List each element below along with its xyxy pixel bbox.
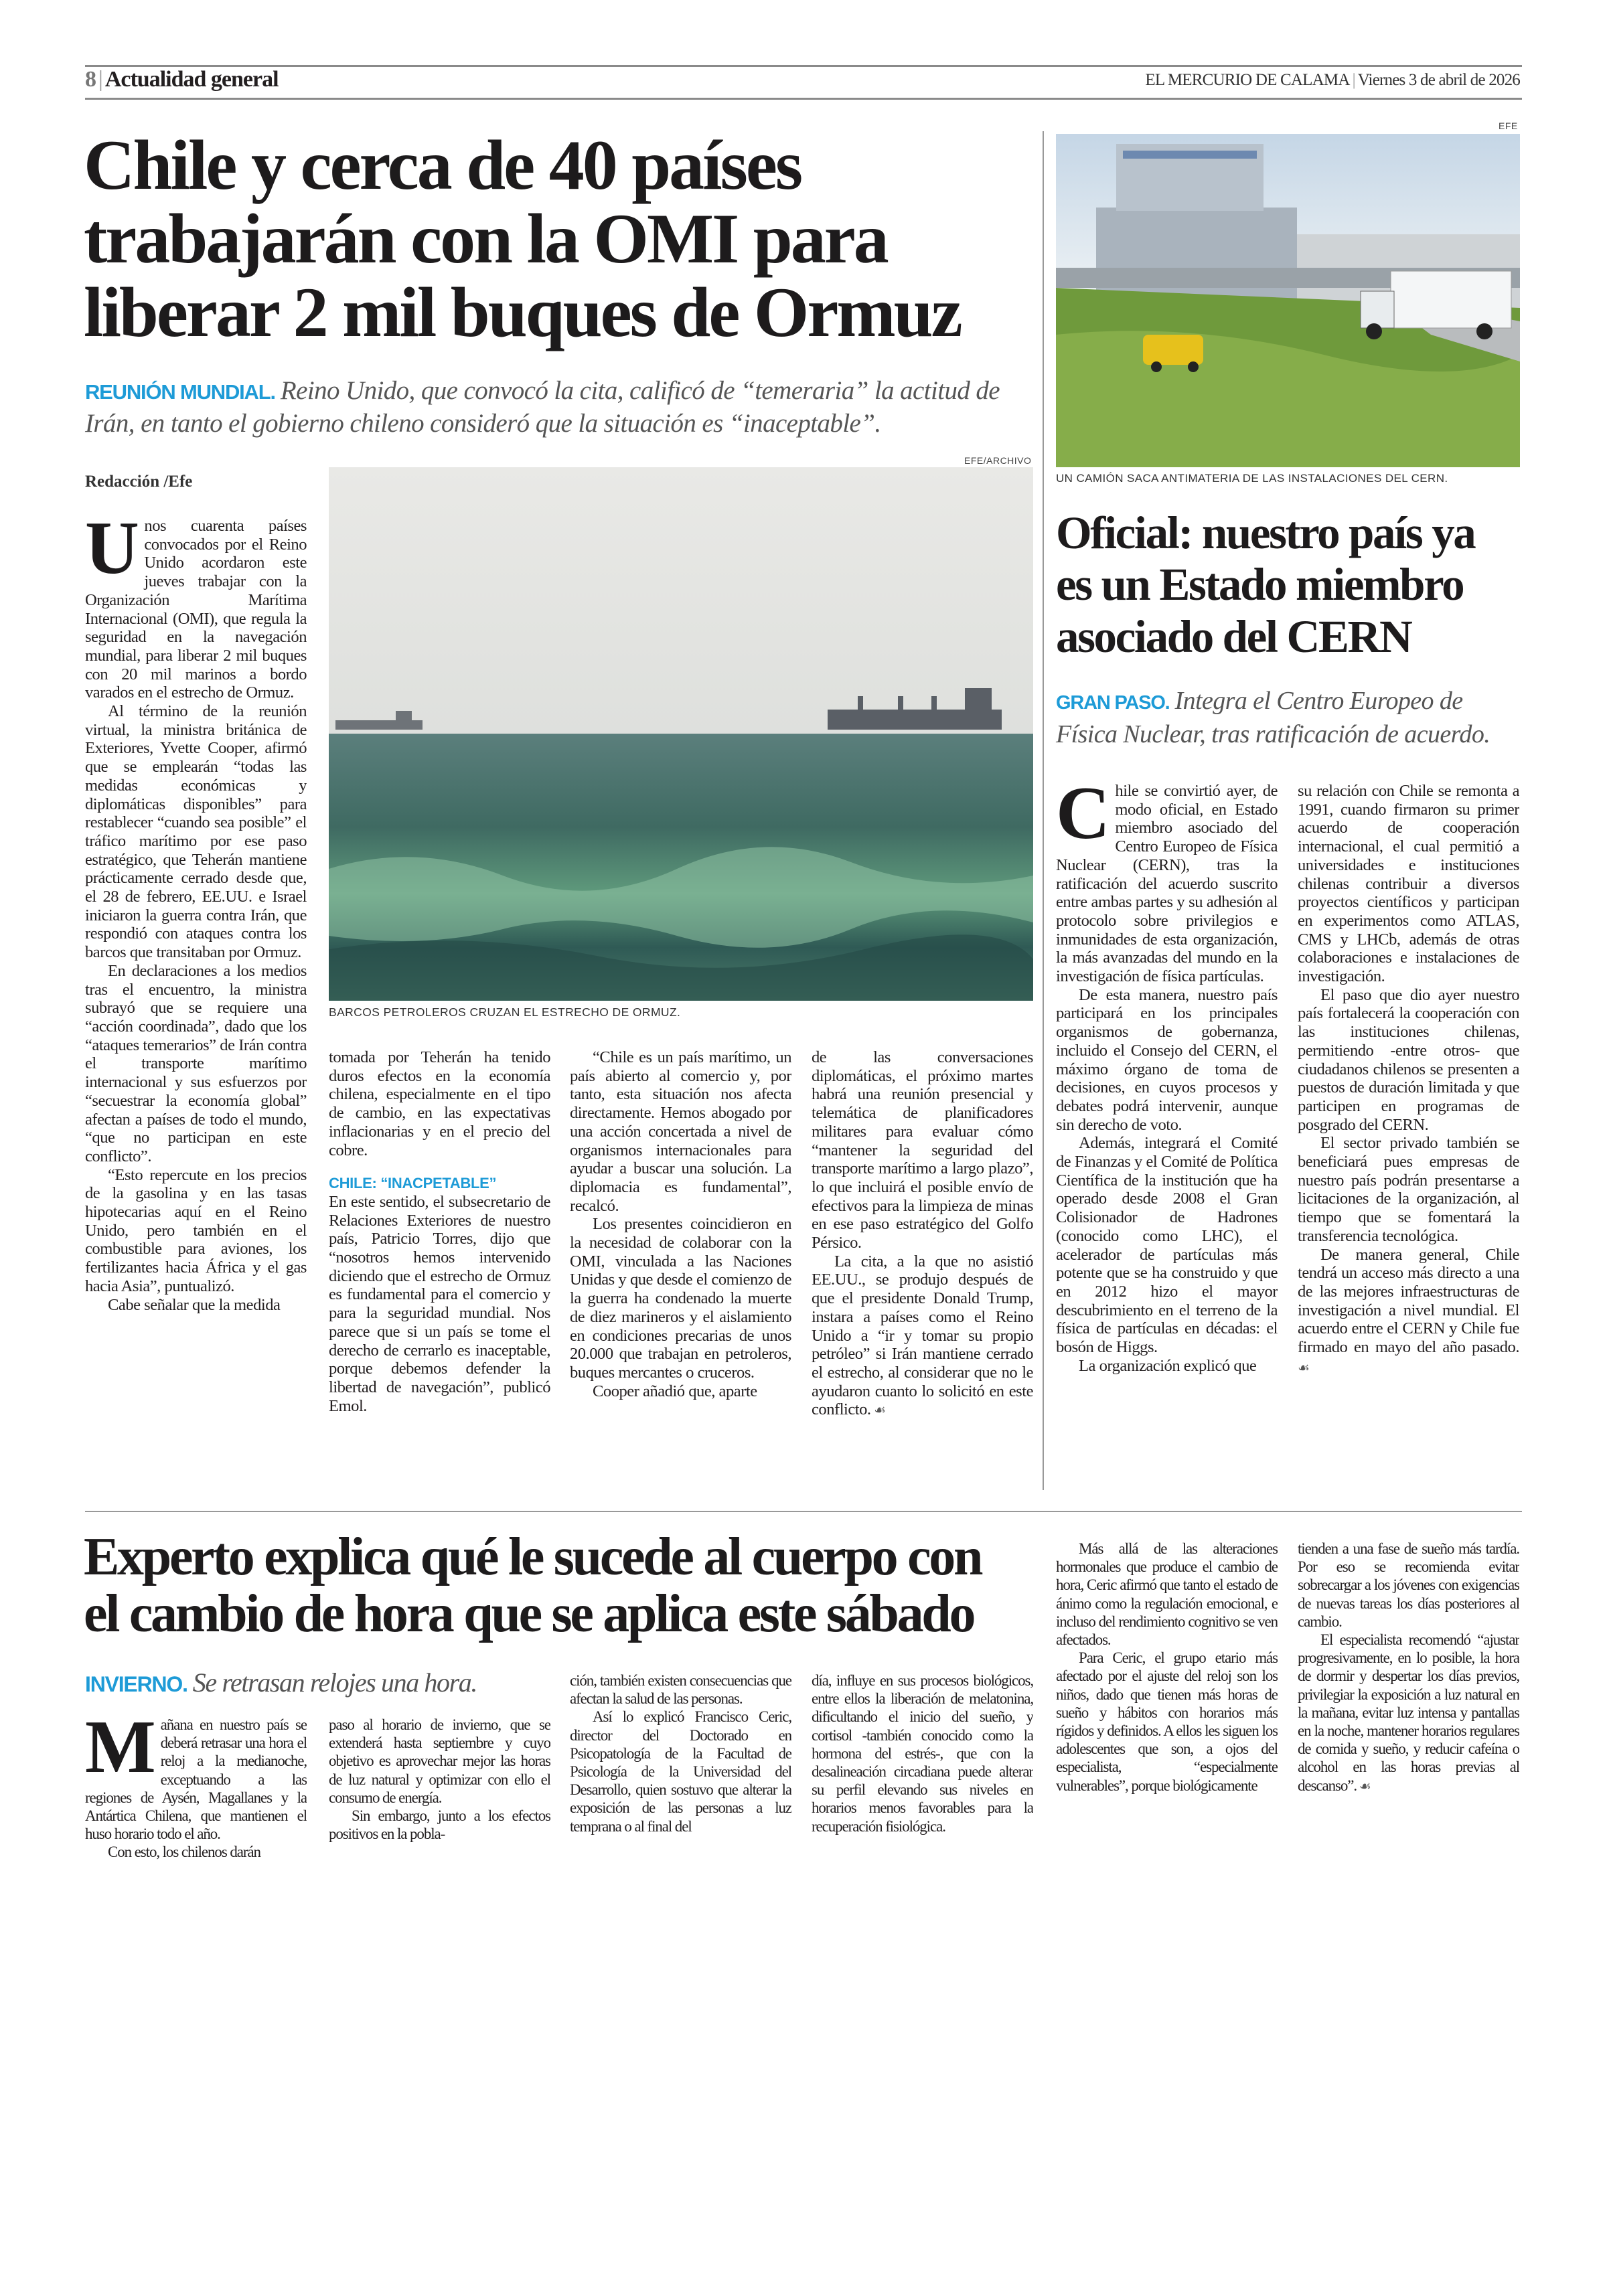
paragraph-text: Para Ceric, el grupo etario más afectado por el ajuste del reloj son los niños, dado que tienen más horas de sueño y hábitos con horarios más rígidos y definidos. A ellos les siguen los adolescentes que son, a ojos del especialista, “especialmente vulnerables”, porque biológicamente [1056, 1649, 1278, 1794]
paragraph-text: “Esto repercute en los precios de la gasolina y en las tasas hipotecarias aquí en el Reino Unido, pero también en el combustible para aviones, los fertilizantes hacia África y el gas hacia Asia”, puntualizó. [85, 1165, 307, 1295]
paragraph-text: El sector privado también se beneficiará pues empresas de nuestro país podrán presentarse a licitaciones de la organización, al tiempo que se fomentará la transferencia tecnológica. [1298, 1134, 1519, 1245]
paragraph-text: En este sentido, el subsecretario de Relaciones Exteriores de nuestro país, Patricio Torres, dijo que “nosotros hemos intervenido diciendo que el estrecho de Ormuz es fundamental para el comercio y para la seguridad mundial. Nos parece que si un país se tome el derecho de cerrarlo es inaceptable, porque debemos defender la libertad de navegación”, publicó Emol. [329, 1192, 550, 1415]
paragraph [1298, 782, 1519, 986]
paragraph-text: tienden a una fase de sueño más tardía. Por eso se recomienda evitar sobrecargar a los jóvenes con exigencias de nuevas tareas los días posteriores al cambio. [1298, 1540, 1519, 1630]
paragraph-text: hile se convirtió ayer, de modo oficial, en Estado miembro asociado del Centro Europeo de Física Nuclear (CERN), tras la ratificación del acuerdo suscrito entre ambas partes y su adhesión al protocolo sobre privilegios e inmunidades de esta organización, la más avanzadas del mundo en la investigación de física partículas. [1056, 782, 1278, 986]
ships-illustration [329, 467, 1033, 1001]
section-header: 8 | Actualidad general [85, 67, 279, 92]
newspaper-dateline: EL MERCURIO DE CALAMA | Viernes 3 de abril de 2026 [1145, 71, 1520, 89]
paragraph-text: Los presentes coincidieron en la necesidad de colaborar con la OMI, vinculada a las Naciones Unidas y que desde el comienzo de la guerra ha condenado la muerte de diez marineros y el aislamiento en condiciones precarias de unos 20.000 que trabajan en petroleros, buques mercantes o cruceros. [570, 1215, 791, 1382]
page-number: 8 [85, 67, 96, 92]
end-mark-icon: ☙ [1298, 1360, 1310, 1376]
paragraph-text: día, influye en sus procesos biológicos, entre ellos la liberación de melatonina, dificultando el inicio del sueño, y cortisol -también conocido como la hormona del estrés-, que con la desalineación circadiana puede alterar su perfil elevando sus niveles en horarios menos favorables para la recuperación fisiológica. [812, 1672, 1033, 1835]
article2-column-1 [1056, 782, 1278, 1495]
paragraph [85, 1843, 307, 1861]
article2-headline [1056, 507, 1525, 663]
paragraph-text: La organización explicó que [1079, 1356, 1257, 1375]
paragraph-text: Más allá de las alteraciones hormonales que produce el cambio de hora, Ceric afirmó que tanto el estado de ánimo como la regulación emocional, e incluso del rendimiento cognitivo se ven afectados. [1056, 1540, 1278, 1649]
article1-headline [84, 126, 1041, 352]
paragraph-text: Cooper añadió que, aparte [593, 1382, 757, 1400]
paragraph-text: La cita, a la que no asistió EE.UU., se produjo después de que el presidente Donald Trump, instara a países como el Reino Unido a “ir y tomar su propio petróleo” si Irán mantiene cerrado el estrecho, al considerar que no le ayudaron cuanto lo solicitó en este conflicto. [812, 1252, 1033, 1419]
paragraph-text: Además, integrará el Comité de Finanzas y el Comité de Política Científica de la institución que ha operado desde 2008 el Gran Colisionador de Hadrones (conocido como LHC), el acelerador de partículas más potente que se ha construido y que en 2012 hizo el mayor descubrimiento en el terreno de la física de partículas en décadas: el bosón de Higgs. [1056, 1134, 1278, 1357]
paragraph [85, 1296, 307, 1315]
headline-line: el cambio de hora que se aplica este sábado [84, 1584, 974, 1643]
paragraph-text: su relación con Chile se remonta a 1991, cuando firmaron su primer acuerdo de cooperación internacional, el cual permitió a universidades e instituciones chilenas contribuir a diversos proyectos científicos y participan en experimentos como ATLAS, CMS y LHCb, además de otras colaboraciones e instalaciones de investigación. [1298, 782, 1519, 986]
article1-column-4 [812, 1048, 1033, 1497]
paragraph-text: Al término de la reunión virtual, la ministra británica de Exteriores, Yvette Cooper, afirmó que se emplearán “todas las medidas económicas y diplomáticas disponibles” para restablecer “cuando sea posible” el tráfico marítimo por ese paso estratégico, que Teherán mantiene prácticamente cerrado desde que, el 28 de febrero, EE.UU. e Israel iniciaron la guerra contra Irán, que respondió con ataques contra los barcos que transitaban por Ormuz. [85, 702, 307, 962]
article3-column-3 [570, 1671, 791, 1910]
column-divider [1043, 131, 1044, 1490]
paragraph [1056, 986, 1278, 1135]
issue-date: Viernes 3 de abril de 2026 [1357, 71, 1520, 89]
cern-truck-photo [1056, 134, 1520, 467]
deck-text: Integra el Centro Europeo de Física Nuclear, tras ratificación de acuerdo. [1056, 687, 1490, 748]
paragraph-text: ción, también existen consecuencias que afectan la salud de las personas. [570, 1672, 791, 1708]
article1-column-1 [85, 517, 307, 1494]
article1-column-2 [329, 1048, 550, 1497]
header-top-rule [85, 65, 1522, 67]
headline-line: asociado del CERN [1056, 610, 1411, 662]
paragraph-text: En declaraciones a los medios tras el encuentro, la ministra subrayó que se requiere una “acción coordinada”, dado que los “ataques temerarios” de Irán contra el transporte marítimo internacional y sus esfuerzos por “secuestrar la economía global” afectan a países de todo el mundo, “que no participan en este conflicto”. [85, 961, 307, 1165]
paragraph-text: Así lo explicó Francisco Ceric, director del Doctorado en Psicopatología de la Facultad de Psicología de la Universidad del Desarrollo, quien sostuvo que alterar la exposición de las personas a luz temprana o al final del [570, 1708, 791, 1835]
paragraph [1056, 782, 1278, 986]
headline-line: Experto explica qué le sucede al cuerpo con [84, 1528, 982, 1586]
paragraph [85, 962, 307, 1166]
paragraph [1056, 1134, 1278, 1356]
article3-headline [84, 1529, 1048, 1643]
kicker: INVIERNO. [85, 1672, 187, 1696]
headline-line: es un Estado miembro [1056, 559, 1464, 610]
ormuz-ships-photo [329, 467, 1033, 1001]
paragraph [812, 1048, 1033, 1252]
paragraph [1056, 1357, 1278, 1376]
header-bottom-rule [85, 98, 1522, 100]
paragraph [329, 1048, 550, 1159]
cern-illustration [1056, 134, 1520, 467]
drop-cap: M [85, 1716, 155, 1789]
paragraph [85, 517, 307, 702]
paragraph-text: “Chile es un país marítimo, un país abierto al comercio y, por tanto, esta situación nos afecta directamente. Hemos abogado por una acción concertada a nivel de organismos internacionales para ayudar a buscar una solución. La diplomacia es fundamental”, recalcó. [570, 1048, 791, 1215]
headline-line: liberar 2 mil buques de Ormuz [84, 273, 961, 352]
paragraph [85, 702, 307, 962]
newspaper-name: EL MERCURIO DE CALAMA [1145, 71, 1350, 89]
paragraph [329, 1716, 550, 1807]
paragraph [1056, 1649, 1278, 1795]
paragraph-text: Con esto, los chilenos darán [108, 1843, 260, 1861]
deck-text: Reino Unido, que convocó la cita, calificó de “temeraria” la actitud de Irán, en tanto el gobierno chileno consideró que la situación es “inaceptable”. [85, 376, 1000, 438]
paragraph [1298, 1540, 1519, 1631]
paragraph [329, 1807, 550, 1843]
paragraph [85, 1166, 307, 1296]
tanker-ship-left [335, 711, 423, 730]
section-title: Actualidad general [104, 67, 279, 92]
headline-line: trabajarán con la OMI para [84, 199, 887, 278]
article3-column-1 [85, 1716, 307, 1910]
photo-credit: EFE [1499, 120, 1518, 131]
paragraph-text: El especialista recomendó “ajustar progresivamente, en lo posible, la hora de dormir y despertar los días previos, privilegiar la exposición a luz natural en la mañana, evitar luz intensa y pantallas en la noche, mantener horarios regulares de comida y sueño, y reducir cafeína o alcohol en las horas previas al descanso”. [1298, 1631, 1519, 1794]
article3-column-6 [1298, 1540, 1519, 1910]
paragraph [812, 1252, 1033, 1420]
article-separator [85, 1511, 1522, 1512]
headline-line: Chile y cerca de 40 países [84, 126, 801, 204]
article2-deck [1056, 685, 1525, 750]
paragraph-text: Sin embargo, junto a los efectos positivos en la pobla- [329, 1807, 550, 1843]
drop-cap: C [1056, 782, 1110, 855]
paragraph [1298, 986, 1519, 1135]
photo-caption: BARCOS PETROLEROS CRUZAN EL ESTRECHO DE ORMUZ. [329, 1005, 681, 1019]
paragraph [570, 1048, 791, 1215]
paragraph-text: nos cuarenta países convocados por el Reino Unido acordaron este jueves trabajar con la Organización Marítima Internacional (OMI), que regula la seguridad en la navegación mundial, para liberar 2 mil buques con 20 mil marinos a bordo varados en el estrecho de Ormuz. [85, 517, 307, 702]
headline-line: Oficial: nuestro país ya [1056, 507, 1475, 558]
article3-column-2 [329, 1716, 550, 1910]
paragraph-text: añana en nuestro país se deberá retrasar una hora el reloj a la medianoche, exceptuando a las regiones de Aysén, Magallanes y la Antártica Chilena, que mantienen el huso horario todo el año. [85, 1716, 307, 1843]
paragraph [85, 1716, 307, 1843]
article1-deck [85, 375, 1036, 439]
article3-column-4 [812, 1671, 1033, 1910]
article2-column-2 [1298, 782, 1519, 1495]
photo-caption: UN CAMIÓN SACA ANTIMATERIA DE LAS INSTALACIONES DEL CERN. [1056, 472, 1448, 485]
paragraph-text: El paso que dio ayer nuestro país fortalecerá la cooperación con las instituciones chilenas, permitiendo -entre otros- que ciudadanos chilenos se presenten a puestos de duración limitada y que participen en programas de posgrado del CERN. [1298, 985, 1519, 1134]
paragraph [1056, 1540, 1278, 1649]
paragraph [1298, 1631, 1519, 1796]
kicker: GRAN PASO. [1056, 692, 1170, 714]
paragraph [329, 1193, 550, 1415]
deck-text: Se retrasan relojes una hora. [192, 1667, 477, 1698]
drop-cap: U [85, 517, 139, 590]
paragraph-text: De esta manera, nuestro país participará en los principales organismos de gobernanza, incluido el Consejo del CERN, el máximo órgano de toma de decisiones, en cuyos procesos y debates podrá intervenir, aunque sin derecho de voto. [1056, 985, 1278, 1134]
tanker-ship-right [828, 688, 1002, 730]
paragraph-text: tomada por Teherán ha tenido duros efectos en la economía chilena, especialmente en el tipo de cambio, en las expectativas inflacionarias y en el precio del cobre. [329, 1048, 550, 1159]
paragraph-text: Cabe señalar que la medida [108, 1295, 281, 1314]
article3-deck [85, 1667, 477, 1698]
paragraph-text: de las conversaciones diplomáticas, el próximo martes habrá una reunión presencial y telemática de planificadores militares para evaluar cómo “mantener la seguridad del transporte marítimo a largo plazo”, lo que incluirá el posible envío de efectivos para la limpieza de minas en ese paso estratégico del Golfo Pérsico. [812, 1048, 1033, 1252]
paragraph [570, 1382, 791, 1401]
end-mark-icon: ☙ [870, 1403, 886, 1418]
photo-credit: EFE/ARCHIVO [964, 455, 1032, 466]
paragraph [1298, 1134, 1519, 1245]
paragraph [570, 1708, 791, 1835]
byline: Redacción /Efe [85, 473, 193, 491]
end-mark-icon: ☙ [1357, 1779, 1371, 1794]
paragraph [812, 1671, 1033, 1835]
paragraph [570, 1215, 791, 1382]
paragraph-text: De manera general, Chile tendrá un acceso más directo a una de las mejores infraestructuras de investigación a nivel mundial. El acuerdo entre el CERN y Chile fue firmado en mayo del año pasado. [1298, 1245, 1519, 1357]
paragraph [1298, 1246, 1519, 1378]
article3-column-5 [1056, 1540, 1278, 1910]
paragraph-text: paso al horario de invierno, que se extenderá hasta septiembre y cuyo objetivo es aprovechar mejor las horas de luz natural y optimizar con ello el consumo de energía. [329, 1716, 550, 1806]
subheading: CHILE: “INACPETABLE” [329, 1175, 497, 1192]
kicker: REUNIÓN MUNDIAL. [85, 380, 275, 404]
article1-column-3 [570, 1048, 791, 1497]
paragraph [570, 1671, 791, 1708]
